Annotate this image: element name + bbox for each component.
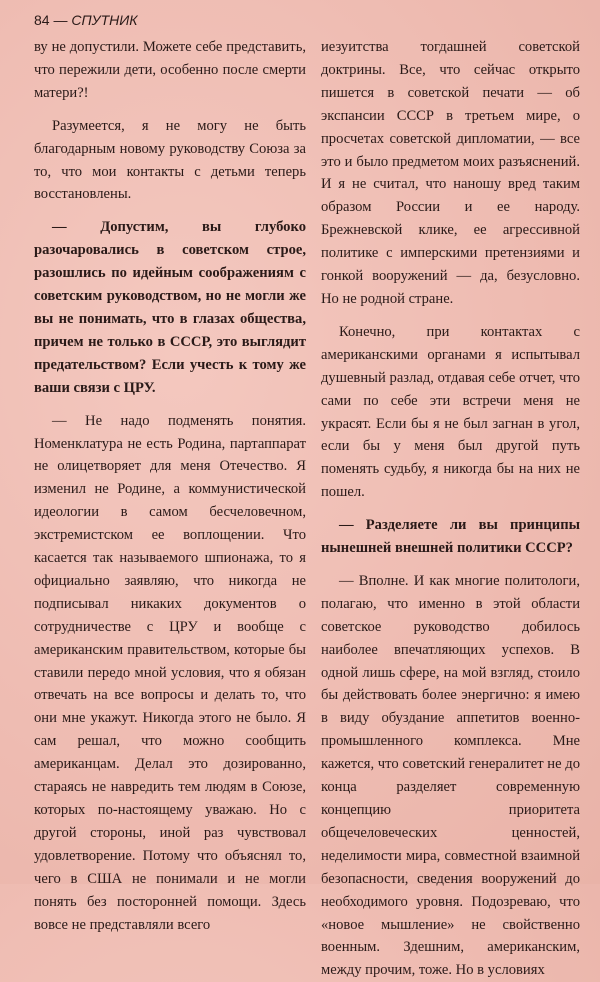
header-separator: — [53,12,68,28]
paragraph: — Вполне. И как многие политологи, полагаю, что именно в этой области советское руководство добилось наиболее впечатляющих успехов. В одной лишь сфере, на мой взгляд, стоило бы действовать более энергично: я имею в виду обуздание аппетитов военно-промышленного комплекса. Мне кажется, что советский генералитет не до конца разделяет современную концепцию приоритета общечеловеческих ценностей, неделимости мира, совместной взаимной безопасности, сведения вооружений до необходимого уровня. Подозреваю, что «новое мышление» не свойственно военным. Здешним, американским, между прочим, тоже. Но в условиях [321,572,580,979]
page-number: 84 [34,12,50,28]
publication-title: СПУТНИК [71,12,138,28]
interview-question: — Разделяете ли вы принципы нынешней внешней политики СССР? [321,517,580,557]
paragraph: иезуитства тогдашней советской доктрины. Все, что сейчас открыто пишется в советской печати — об экспансии СССР в третьем мире, о просчетах советской дипломатии, — все это и было предметом моих разъяснений. И я не считал, что наношу вред таким образом России и ее народу. Брежневской клике, ее агрессивной политике с имперскими претензиями и гонкой вооружений — да, безусловно. Но не родной стране. [321,39,580,307]
paragraph: Разумеется, я не могу не быть благодарным новому руководству Союза за то, что мои контакты с детьми теперь восстановлены. [34,117,306,203]
right-column [321,36,580,982]
paragraph: — Не надо подменять понятия. Номенклатура не есть Родина, партаппарат не олицетворяет для меня Отечество. Я изменил не Родине, а коммунистической идеологии в самом бесчеловечном, экстремистском ее воплощении. Что касается так называемого шпионажа, то я официально заявляю, что никогда не подписывал никаких документов о сотрудничестве с ЦРУ и вообще с американским правительством, которые бы ставили передо мной условия, что я обязан отвечать на все вопросы и делать то, что они мне укажут. Никогда этого не было. Я сам решал, что можно сообщить американцам. Делал это дозированно, стараясь не навредить тем людям в Союзе, которых по-настоящему уважаю. Но с другой стороны, иной раз чувствовал удовлетворение. Потому что объяснял то, чего в США не понимали и не могли понять без посторонней помощи. Здесь вовсе не представляли всего [34,412,306,933]
left-column [34,36,306,936]
page-header [34,12,138,28]
paragraph: ву не допустили. Можете себе представить, что пережили дети, особенно после смерти матери?! [34,39,306,101]
paragraph: Конечно, при контактах с американскими органами я испытывал душевный разлад, отдавая себе отчет, что сами по себе эти встречи меня не украсят. Если бы я не был загнан в угол, если бы у меня был другой путь поменять судьбу, я никогда бы на них не пошел. [321,323,580,501]
interview-question: — Допустим, вы глубоко разочаровались в советском строе, разошлись по идейным соображениям с советским руководством, но не могли же вы не понимать, что в глазах общества, причем не только в СССР, это выглядит предательством? Если учесть к тому же ваши связи с ЦРУ. [34,219,306,396]
